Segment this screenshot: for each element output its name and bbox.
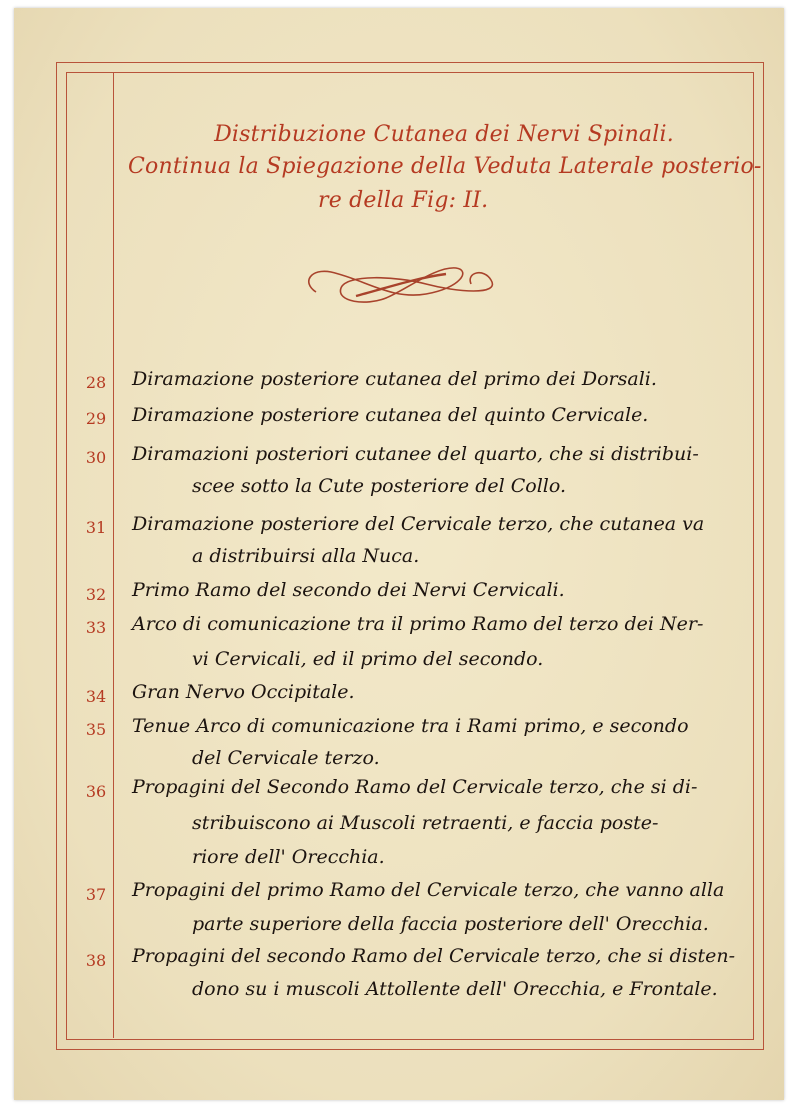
entry-text: Diramazione posteriore del Cervicale terzo, che cutanea va	[132, 513, 705, 535]
entry-text: Arco di comunicazione tra il primo Ramo del terzo dei Ner-	[132, 613, 704, 635]
entry-number: 38	[85, 951, 107, 970]
entry-number: 29	[85, 409, 107, 428]
entry-text: Diramazioni posteriori cutanee del quarto, che si distribui-	[132, 443, 699, 465]
entry-text: parte superiore della faccia posteriore dell' Orecchia.	[192, 913, 709, 935]
entry-text: Propagini del primo Ramo del Cervicale terzo, che vanno alla	[132, 879, 725, 901]
entry-text: del Cervicale terzo.	[192, 747, 380, 769]
entry-number: 37	[85, 885, 107, 904]
entry-number: 34	[85, 687, 107, 706]
entry-number: 32	[85, 585, 107, 604]
entry-text: dono su i muscoli Attollente dell' Orecchia, e Frontale.	[192, 978, 718, 1000]
entry-number: 33	[85, 618, 107, 637]
entry-number: 30	[85, 448, 107, 467]
manuscript-page	[14, 8, 784, 1100]
entry-text: Propagini del secondo Ramo del Cervicale terzo, che si disten-	[132, 945, 735, 967]
entry-text: Propagini del Secondo Ramo del Cervicale terzo, che si di-	[132, 776, 698, 798]
entry-text: Diramazione posteriore cutanea del quinto Cervicale.	[132, 404, 649, 426]
title-line-2: Continua la Spiegazione della Veduta Laterale posterio-	[128, 154, 762, 179]
entry-text: Primo Ramo del secondo dei Nervi Cervicali.	[132, 579, 565, 601]
entry-text: riore dell' Orecchia.	[192, 846, 385, 868]
entry-number: 31	[85, 518, 107, 537]
entry-text: a distribuirsi alla Nuca.	[192, 545, 420, 567]
entry-text: vi Cervicali, ed il primo del secondo.	[192, 648, 544, 670]
title-line-3: re della Fig: II.	[318, 188, 489, 213]
entry-text: Gran Nervo Occipitale.	[132, 681, 355, 703]
entry-text: scee sotto la Cute posteriore del Collo.	[192, 475, 566, 497]
entry-text: stribuiscono ai Muscoli retraenti, e faccia poste-	[192, 812, 659, 834]
entry-text: Diramazione posteriore cutanea del primo dei Dorsali.	[132, 368, 657, 390]
entry-text: Tenue Arco di comunicazione tra i Rami primo, e secondo	[132, 715, 689, 737]
title-line-1: Distribuzione Cutanea dei Nervi Spinali.	[214, 122, 674, 147]
ornamental-flourish	[296, 262, 506, 308]
entry-number: 28	[85, 373, 107, 392]
entry-number: 36	[85, 782, 107, 801]
entry-number: 35	[85, 720, 107, 739]
